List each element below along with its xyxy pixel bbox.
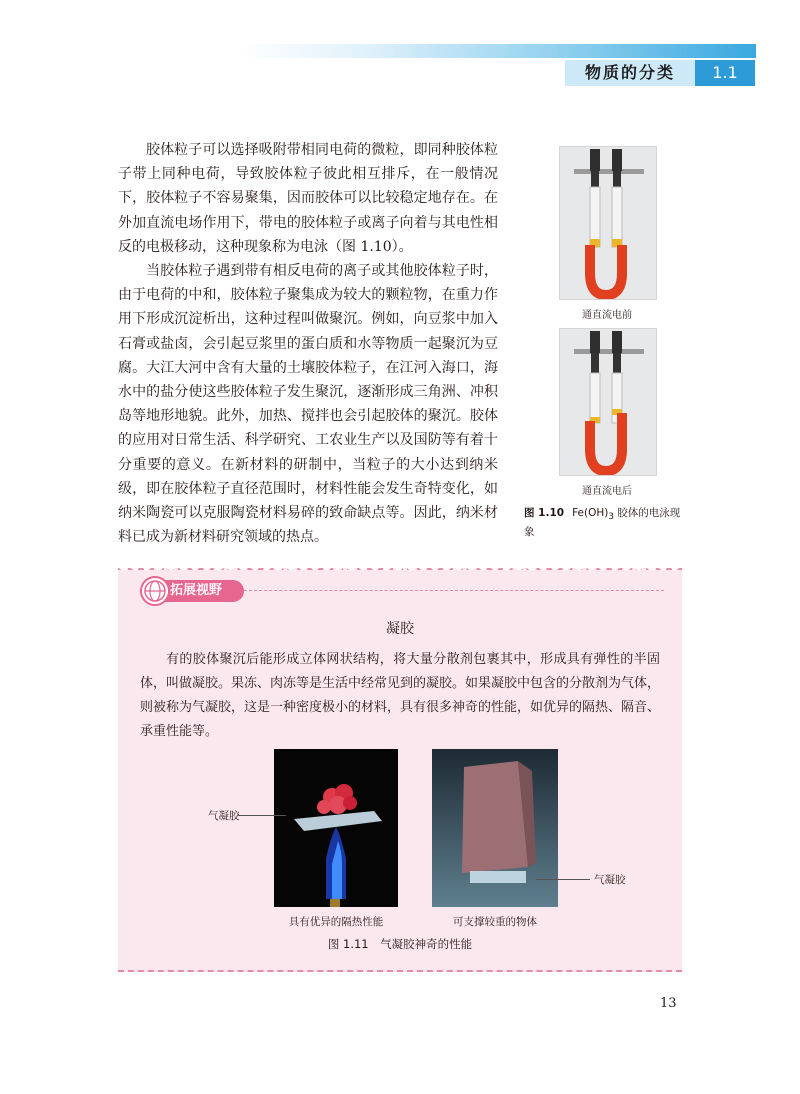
box-header-rule bbox=[244, 590, 664, 591]
photo-after-current bbox=[559, 328, 657, 476]
box-title: 凝胶 bbox=[386, 621, 414, 637]
photo-before-current bbox=[559, 146, 657, 300]
leader-line-left bbox=[238, 815, 286, 816]
figure-1-10-subscript: 3 bbox=[608, 512, 614, 523]
aerogel-flame-illustration bbox=[274, 749, 398, 907]
caption-aerogel-support: 可支撑较重的物体 bbox=[453, 916, 537, 928]
box-text bbox=[140, 648, 660, 744]
photo-aerogel-brick bbox=[432, 749, 558, 907]
figure-1-10-number: 图 1.10 bbox=[524, 507, 565, 519]
figure-1-10-text: 胶体的电泳现象 bbox=[524, 507, 681, 539]
box-tag: 拓展视野 bbox=[148, 580, 244, 602]
page-number: 13 bbox=[660, 996, 677, 1011]
u-tube-before-illustration bbox=[560, 147, 656, 299]
u-tube-after-illustration bbox=[560, 329, 656, 475]
paragraph-electrophoresis: 胶体粒子可以选择吸附带相同电荷的微粒，即同种胶体粒子带上同种电荷，导致胶体粒子彼此相互排斥，在一般情况下，胶体粒子不容易聚集，因而胶体可以比较稳定地存在。在外加直流电场作用下，带电的胶体粒子或离子向着与其电性相反的电极移动，这种现象称为电泳（图 1.10）。 bbox=[118, 142, 498, 255]
globe-icon bbox=[140, 576, 170, 606]
caption-before-current: 通直流电前 bbox=[582, 310, 632, 321]
main-text bbox=[118, 138, 498, 549]
leader-line-right bbox=[536, 879, 590, 880]
aerogel-brick-illustration bbox=[432, 749, 558, 907]
box-top-scallop bbox=[118, 566, 682, 576]
label-aerogel-left: 气凝胶 bbox=[208, 810, 240, 822]
paragraph-coagulation: 当胶体粒子遇到带有相反电荷的离子或其他胶体粒子时，由于电荷的中和，胶体粒子聚集成为较大的颗粒物，在重力作用下形成沉淀析出，这种过程叫做聚沉。例如，向豆浆中加入石膏或盐卤，会引起豆浆里的蛋白质和水等物质一起聚沉为豆腐。大江大河中含有大量的土壤胶体粒子，在江河入海口，海水中的盐分使这些胶体粒子发生聚沉，逐渐形成三角洲、冲积岛等地形地貌。此外，加热、搅拌也会引起胶体的聚沉。胶体的应用对日常生活、科学研究、工农业生产以及国防等有着十分重要的意义。在新材料的研制中，当粒子的大小达到纳米级，即在胶体粒子直径范围时，材料性能会发生奇特变化，如纳米陶瓷可以克服陶瓷材料易碎的致命缺点等。因此，纳米材料已成为新材料研究领域的热点。 bbox=[118, 263, 498, 546]
chapter-title: 物质的分类 bbox=[565, 60, 695, 86]
figure-1-10-caption bbox=[524, 506, 684, 540]
header-gradient-bar bbox=[240, 44, 756, 58]
section-number: 1.1 bbox=[695, 60, 755, 86]
box-paragraph: 有的胶体聚沉后能形成立体网状结构，将大量分散剂包裹其中，形成具有弹性的半固体，叫做凝胶。果冻、肉冻等是生活中经常见到的凝胶。如果凝胶中包含的分散剂为气体，则被称为气凝胶，这是一种密度极小的材料，具有很多神奇的性能，如优异的隔热、隔音、承重性能等。 bbox=[140, 652, 661, 739]
label-aerogel-right: 气凝胶 bbox=[594, 874, 626, 886]
caption-aerogel-insulation: 具有优异的隔热性能 bbox=[288, 916, 384, 928]
figure-1-11-caption: 图 1.11 气凝胶神奇的性能 bbox=[327, 937, 473, 951]
photo-aerogel-flame bbox=[274, 749, 398, 907]
caption-after-current: 通直流电后 bbox=[582, 486, 632, 497]
figure-1-10-formula: Fe(OH) bbox=[572, 507, 609, 519]
